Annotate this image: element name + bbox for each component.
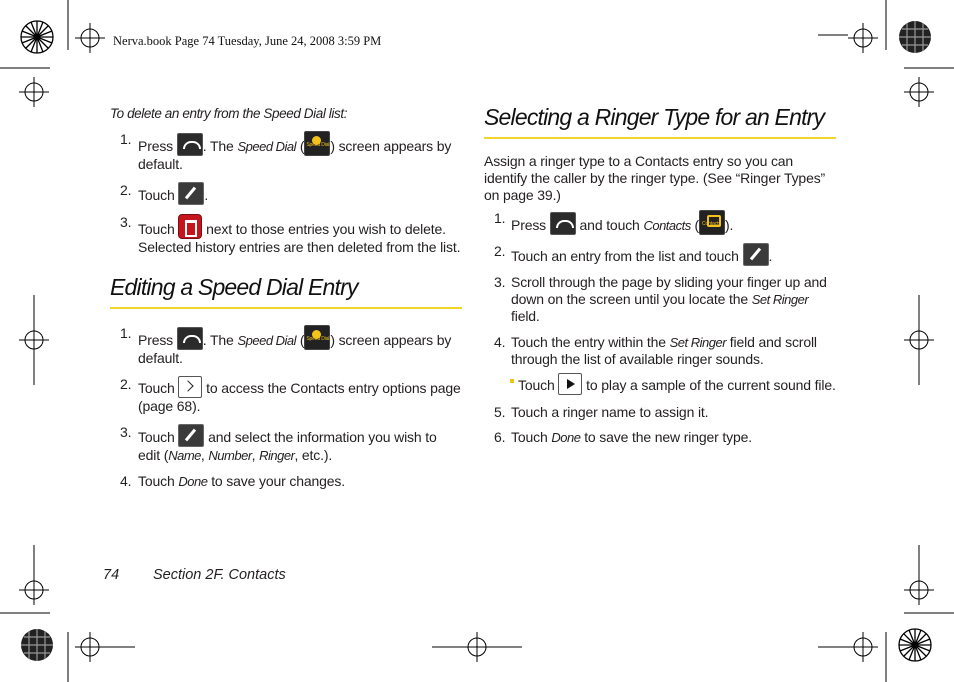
delete-step-3: [110, 214, 462, 256]
step-text: Touch: [138, 221, 175, 237]
name-term: Name: [168, 448, 201, 463]
delete-step-1: [110, 131, 462, 173]
step-number: 1.: [120, 325, 132, 341]
page-number: 74: [103, 567, 120, 583]
done-term: Done: [178, 474, 208, 489]
chevron-right-icon: [178, 376, 202, 398]
step-text: to access the Contacts entry options page (page 68).: [138, 380, 461, 414]
step-number: 6.: [494, 429, 506, 445]
ringer-step-4: [484, 334, 836, 368]
set-ringer-term: Set Ringer: [751, 292, 809, 307]
section-title-ringer: Selecting a Ringer Type for an Entry: [484, 104, 836, 139]
speed-dial-icon-label: Speed Dial: [306, 336, 330, 342]
delete-icon: [178, 214, 202, 239]
step-text: . The: [202, 332, 234, 348]
step-number: 3.: [120, 424, 132, 440]
speed-dial-icon: [304, 131, 330, 156]
speed-dial-term: Speed Dial: [237, 139, 297, 154]
step-number: 4.: [120, 473, 132, 489]
ringer-intro: Assign a ringer type to a Contacts entry so you can identify the caller by the ringer type. (See “Ringer Types” on page 39.): [484, 153, 826, 203]
step-number: 5.: [494, 404, 506, 420]
set-ringer-term: Set Ringer: [669, 335, 727, 350]
ringer-step-2: [484, 243, 836, 266]
separator: ,: [200, 447, 209, 463]
pencil-icon: [178, 424, 204, 447]
step-text: and select the information you wish to edit (: [138, 429, 437, 463]
right-column: [484, 104, 836, 446]
step-text: Press: [138, 332, 174, 348]
step-text: .: [768, 248, 773, 264]
step-number: 3.: [120, 214, 132, 230]
phone-icon: [177, 327, 203, 350]
contacts-icon-label: Contacts: [702, 221, 721, 227]
number-term: Number: [208, 448, 252, 463]
step-text: Touch: [138, 187, 175, 203]
step-number: 2.: [120, 182, 132, 198]
step-text: Touch: [138, 473, 175, 489]
ringer-term: Ringer: [259, 448, 295, 463]
edit-step-3: [110, 424, 462, 464]
step-text: Press: [511, 217, 547, 233]
play-icon: [558, 373, 582, 395]
pencil-icon: [743, 243, 769, 266]
pencil-icon: [178, 182, 204, 205]
step-text: field and scroll through the list of available ringer sounds.: [511, 334, 817, 367]
ringer-step-5: [484, 404, 836, 421]
bullet-square: [510, 379, 514, 383]
step-text: Touch an entry from the list and touch: [511, 248, 739, 264]
separator: ,: [251, 447, 260, 463]
ringer-step-6: [484, 429, 836, 446]
speed-dial-icon-label: Speed Dial: [306, 142, 330, 148]
step-number: 2.: [494, 243, 506, 259]
section-title-editing: Editing a Speed Dial Entry: [110, 274, 462, 309]
done-term: Done: [551, 430, 581, 445]
starburst-target-tl: [21, 21, 53, 53]
step-number: 4.: [494, 334, 506, 350]
step-text: (: [694, 217, 700, 233]
contacts-icon: [699, 210, 725, 235]
step-text: ) screen appears by default.: [138, 138, 452, 172]
step-number: 1.: [494, 210, 506, 226]
phone-icon: [177, 133, 203, 156]
step-text: to save the new ringer type.: [584, 429, 752, 445]
delete-step-2: [110, 182, 462, 205]
step-text: field.: [511, 308, 540, 324]
step-text: Touch a ringer name to assign it.: [511, 404, 709, 420]
speed-dial-term: Speed Dial: [237, 333, 297, 348]
step-text: Touch: [138, 429, 175, 445]
step-text: to save your changes.: [211, 473, 346, 489]
edit-step-4: [110, 473, 462, 490]
step-text: Scroll through the page by sliding your finger up and down on the screen until you locate the: [511, 274, 827, 307]
bullet-text: Touch: [518, 377, 555, 393]
step-text: , etc.).: [294, 447, 333, 463]
edit-step-1: [110, 325, 462, 367]
delete-intro: To delete an entry from the Speed Dial list:: [110, 106, 348, 121]
step-text: Touch the entry within the: [511, 334, 666, 350]
step-text: and touch: [579, 217, 640, 233]
step-text: Touch: [138, 380, 175, 396]
contacts-term: Contacts: [643, 218, 691, 233]
step-text: Touch: [511, 429, 548, 445]
left-column: [110, 106, 462, 490]
phone-icon: [550, 212, 576, 235]
ringer-step-3: [484, 274, 836, 325]
step-number: 1.: [120, 131, 132, 147]
step-number: 2.: [120, 376, 132, 392]
grid-target-tr: [899, 21, 931, 53]
play-sample-bullet: [484, 373, 836, 395]
grid-target-bl: [21, 629, 53, 661]
step-text: ).: [725, 217, 734, 233]
step-number: 3.: [494, 274, 506, 290]
speed-dial-icon: [304, 325, 330, 350]
step-text: (: [299, 332, 305, 348]
step-text: . The: [202, 138, 234, 154]
step-text: .: [204, 187, 209, 203]
step-text: next to those entries you wish to delete. Selected history entries are then deleted from the list.: [138, 221, 461, 255]
step-text: (: [299, 138, 305, 154]
step-text: Press: [138, 138, 174, 154]
footer-section: Section 2F. Contacts: [153, 567, 286, 583]
bullet-text: to play a sample of the current sound file.: [586, 377, 836, 393]
starburst-target-br: [899, 629, 931, 661]
edit-step-2: [110, 376, 462, 415]
step-text: ) screen appears by default.: [138, 332, 452, 366]
ringer-step-1: [484, 210, 836, 235]
print-header: Nerva.book Page 74 Tuesday, June 24, 2008 3:59 PM: [113, 34, 382, 48]
